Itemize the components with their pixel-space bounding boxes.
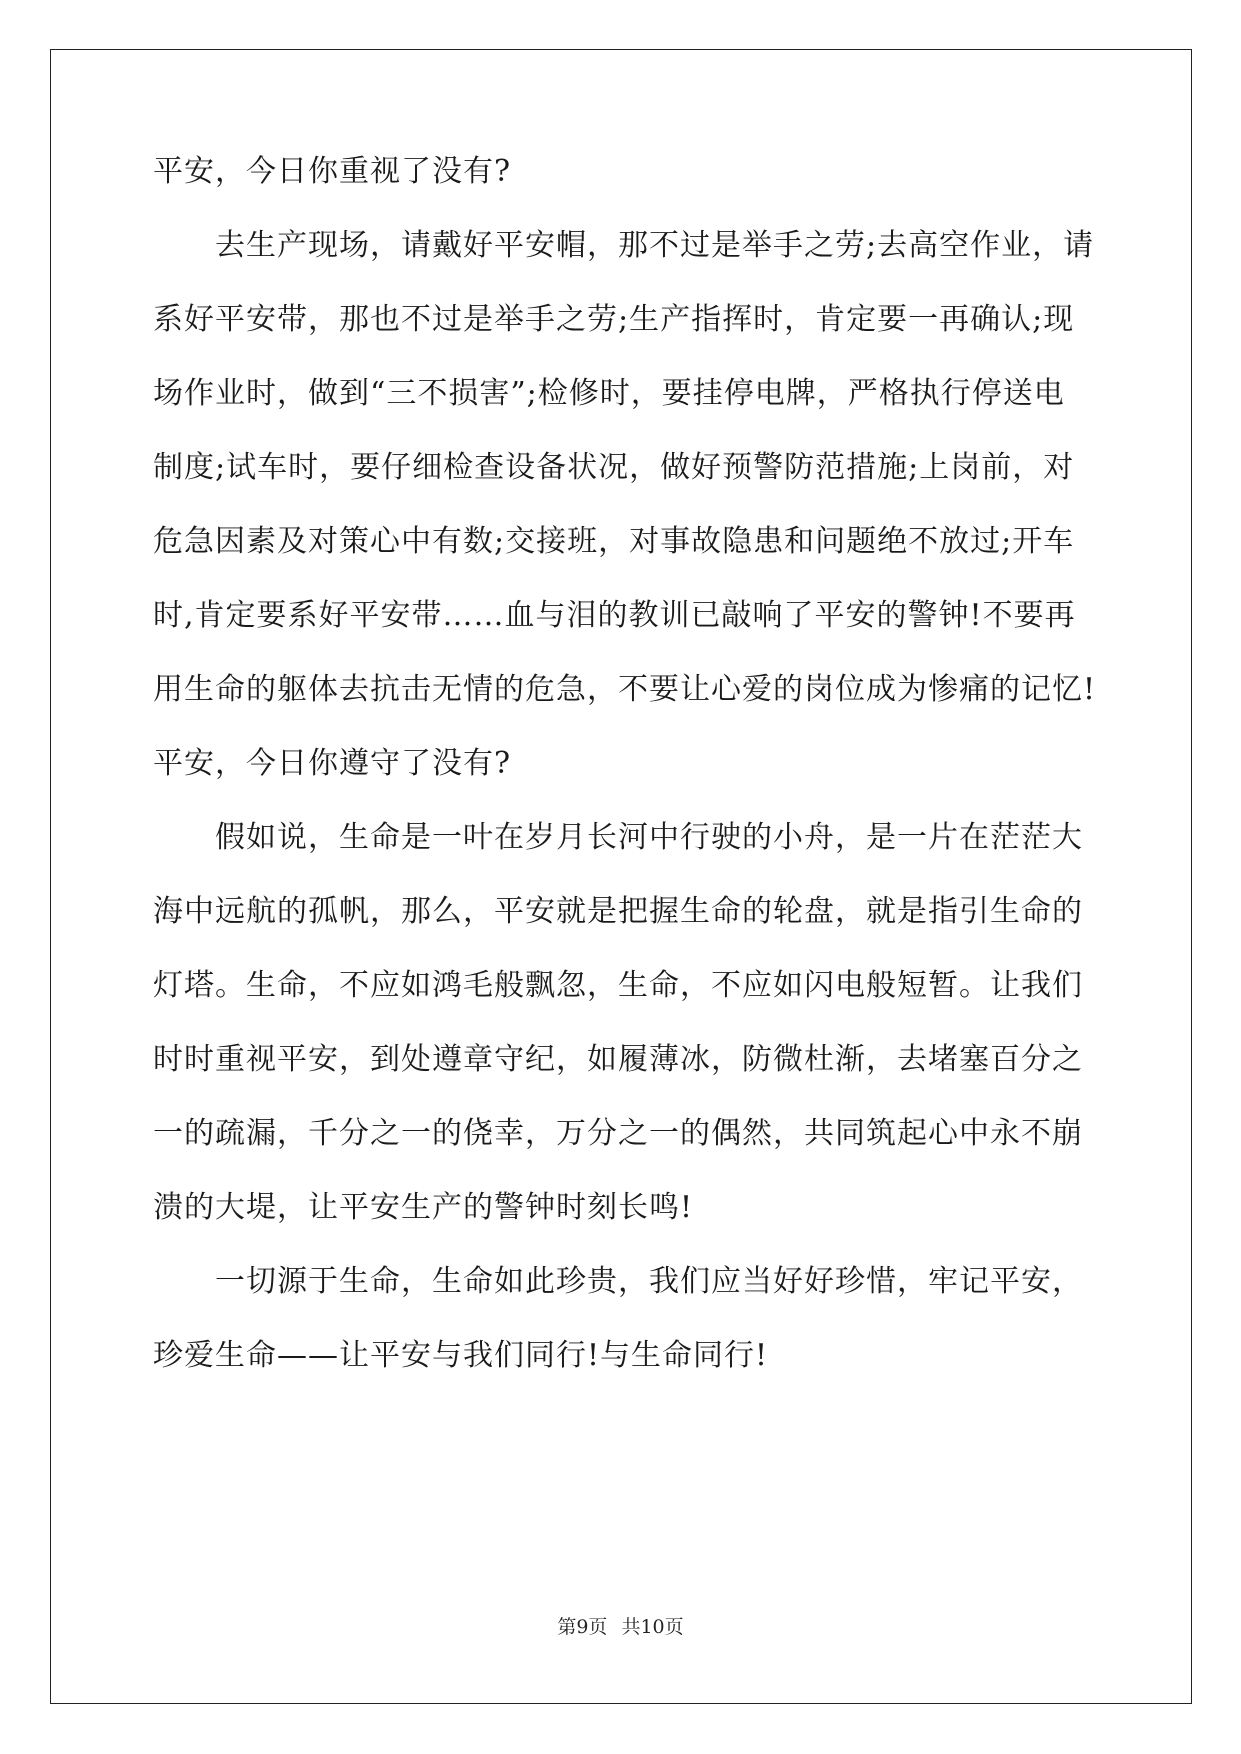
text-line: 海中远航的孤帆，那么，平安就是把握生命的轮盘，就是指引生命的 [153, 894, 1083, 929]
page-footer [0, 1612, 1241, 1639]
total-pages: 共10页 [621, 1616, 684, 1638]
text-line: 灯塔。生命，不应如鸿毛般飘忽，生命，不应如闪电般短暂。让我们 [153, 968, 1083, 1003]
text-line: 用生命的躯体去抗击无情的危急，不要让心爱的岗位成为惨痛的记忆! [153, 672, 1097, 707]
text-line: 场作业时，做到“三不损害”;检修时，要挂停电牌，严格执行停送电 [153, 376, 1065, 411]
text-line: 去生产现场，请戴好平安帽，那不过是举手之劳;去高空作业，请 [153, 228, 1095, 263]
text-line: 一的疏漏，千分之一的侥幸，万分之一的偶然，共同筑起心中永不崩 [153, 1116, 1083, 1151]
text-line: 溃的大堤，让平安生产的警钟时刻长鸣! [153, 1190, 694, 1225]
text-line: 平安，今日你重视了没有? [153, 154, 512, 189]
text-line: 一切源于生命，生命如此珍贵，我们应当好好珍惜，牢记平安， [153, 1264, 1083, 1299]
text-line: 平安，今日你遵守了没有? [153, 746, 512, 781]
text-line: 系好平安带，那也不过是举手之劳;生产指挥时，肯定要一再确认;现 [153, 302, 1075, 337]
text-line: 时时重视平安，到处遵章守纪，如履薄冰，防微杜渐，去堵塞百分之 [153, 1042, 1083, 1077]
page-border [50, 49, 1192, 1704]
text-line: 珍爱生命——让平安与我们同行!与生命同行! [153, 1338, 769, 1373]
page-number: 第9页 [557, 1616, 608, 1638]
text-line: 制度;试车时，要仔细检查设备状况，做好预警防范措施;上岗前，对 [153, 450, 1075, 485]
text-line: 时,肯定要系好平安带……血与泪的教训已敲响了平安的警钟!不要再 [153, 598, 1076, 633]
text-line: 危急因素及对策心中有数;交接班，对事故隐患和问题绝不放过;开车 [153, 524, 1075, 559]
text-line: 假如说，生命是一叶在岁月长河中行驶的小舟，是一片在茫茫大 [153, 820, 1083, 855]
